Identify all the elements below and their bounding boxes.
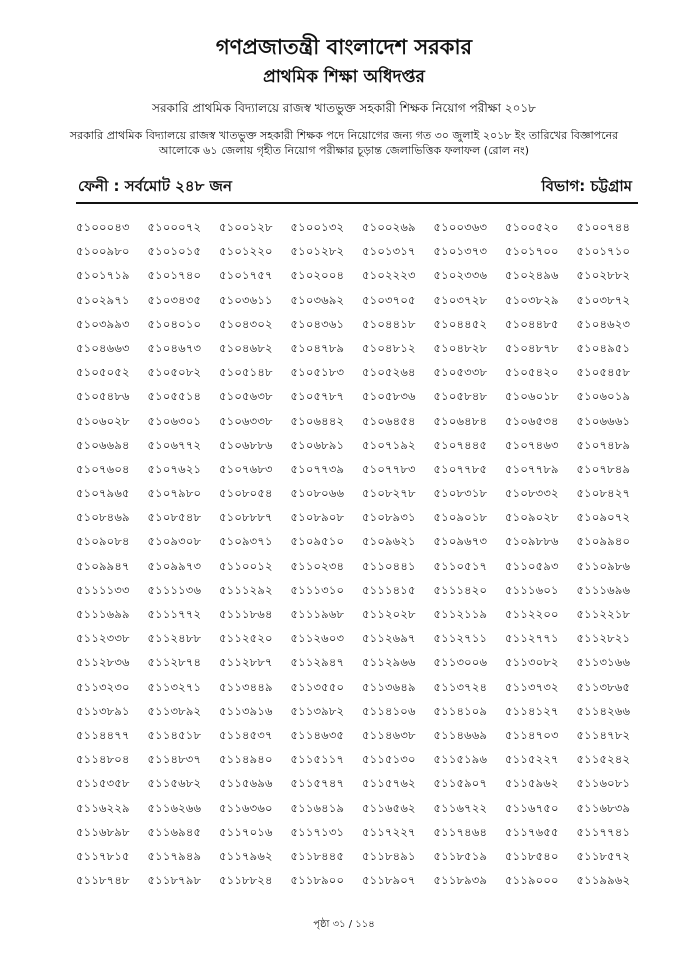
roll-number: ৫১১৩০০৬ [433,655,488,670]
roll-number: ৫১০৫৩৩৮ [433,365,488,380]
roll-number: ৫১০৪৮২৮ [433,340,488,355]
roll-number: ৫১১২৭১১ [433,631,488,646]
roll-number: ৫১১৩৪৪৯ [219,679,273,694]
roll-number: ৫১০০৩৬৩ [433,220,488,234]
roll-number: ৫১০৪৬৮২ [219,340,273,355]
roll-number: ৫১০১৭০০ [505,244,559,259]
roll-number: ৫১১৭২২৭ [362,824,416,839]
roll-number: ৫১০৬৬৬১ [576,413,631,428]
roll-number: ৫১১৬৮৩৯ [576,800,631,815]
roll-number: ৫১০৬৬৯৪ [76,437,130,452]
roll-number: ৫১১১৬৯৯ [76,607,130,621]
roll-number: ৫১০৯৩০৮ [147,534,202,549]
roll-number: ৫১০৬৪৪২ [290,413,345,428]
roll-number: ৫১০৭৯৮০ [147,486,202,501]
roll-number: ৫১০৭৭৮৩ [362,461,416,476]
roll-number: ৫১০৮৪৬৯ [76,510,130,525]
roll-number: ৫১০০১৩২ [290,220,345,234]
roll-number: ৫১১৫১৩০ [362,752,416,767]
roll-number: ৫১১৩০৮২ [505,655,559,670]
division-label: বিভাগ: চট্টগ্রাম [541,177,632,195]
roll-number: ৫১০৮২৭৮ [362,486,416,501]
roll-number: ৫১১২০২৮ [362,607,416,621]
roll-number: ৫১১৫৭৪৭ [290,776,345,791]
roll-number: ৫১০৭১৯২ [362,437,416,452]
result-notice [60,128,628,158]
roll-number: ৫১০৭৬২১ [147,461,202,476]
roll-number: ৫১১২৬৯৭ [362,631,416,646]
roll-number: ৫১০০৯৮০ [76,244,130,259]
roll-number: ৫১১৭৯৪৯ [147,848,202,863]
roll-number: ৫১১৬৭৫০ [505,800,559,815]
roll-number: ৫১১৬৪১৯ [290,800,345,815]
roll-number: ৫১১২৮৩৬ [76,655,130,670]
roll-number: ৫১১১১৩৩ [76,582,130,597]
roll-number: ৫১০৩৮৭২ [576,292,631,307]
roll-number: ৫১০২৩৩৬ [433,268,488,283]
roll-number: ৫১১১৪১৫ [362,582,416,597]
roll-number: ৫১১২৫২০ [219,631,273,646]
roll-number: ৫১১৬৫৬২ [362,800,416,815]
roll-number: ৫১১৩৯৮২ [290,703,345,718]
roll-number: ৫১১৮৪৪৫ [290,848,345,863]
roll-number: ৫১১৩৮৬৫ [576,679,631,694]
roll-number: ৫১০৪০১০ [147,316,202,331]
district-summary: ফেনী : সর্বমোট ২৪৮ জন [78,177,232,195]
roll-number: ৫১১৬৩৬০ [219,800,273,815]
roll-number: ৫১০৯৩৭১ [219,534,273,549]
roll-number: ৫১০৯০১৮ [433,510,488,525]
roll-number: ৫১১৫৬৯৬ [219,776,273,791]
roll-number: ৫১১৮৭৯৮ [147,873,202,888]
roll-number: ৫১১৯০০০ [505,873,559,888]
roll-number: ৫১০৪৭৮৯ [290,340,345,355]
roll-number: ৫১০০৫২০ [505,220,559,234]
roll-number: ৫১০৭৭৩৯ [290,461,345,476]
roll-number: ৫১১৩২৩০ [76,679,130,694]
roll-number: ৫১১৩৯১৬ [219,703,273,718]
roll-number: ৫১১৩৮৯১ [76,703,130,718]
roll-number: ৫১০৬০১৯ [576,389,631,404]
roll-number: ৫১১৪৭০৩ [505,727,559,742]
roll-number: ৫১১৮৮২৪ [219,873,273,888]
roll-number: ৫১০৬৪৮৪ [433,413,488,428]
roll-number: ৫১০১৩৭৩ [433,244,488,259]
page-number: পৃষ্ঠা ৩১ / ১১৪ [313,919,375,930]
roll-number: ৫১০৬৭৭২ [147,437,202,452]
roll-number: ৫১১৮৫১৯ [433,848,488,863]
roll-number: ৫১১১৪২০ [433,582,488,597]
roll-number: ৫১০৫১৪৮ [219,365,273,380]
roll-number: ৫১০৯৬৭৩ [433,534,488,549]
exam-title: সরকারি প্রাথমিক বিদ্যালয়ে রাজস্ব খাতভুক্ত সহকারী শিক্ষক নিয়োগ পরীক্ষা ২০১৮ [152,101,536,115]
roll-number: ৫১০৮৯৩১ [362,510,416,525]
roll-number: ৫১১৭৭৪১ [576,824,631,839]
roll-number: ৫১০৭৭৮৯ [505,461,559,476]
notice-line: সরকারি প্রাথমিক বিদ্যালয়ে রাজস্ব খাতভুক্ত সহকারী শিক্ষক পদে নিয়োগের জন্য গত ৩০ জুলাই ২০১৮ ইং তারিখের বিজ্ঞাপনের [69,129,619,142]
roll-number: ৫১০৪৮৭৮ [505,340,559,355]
roll-number: ৫১১১৬০১ [505,582,559,597]
roll-number: ৫১১২১১৯ [433,607,488,621]
roll-number: ৫১১২৮৭৪ [147,655,202,670]
roll-number: ৫১১৩৫৫০ [290,679,345,694]
roll-number: ৫১১০২৩৪ [290,558,345,573]
roll-number: ৫১০২৯৭১ [76,292,130,307]
roll-number: ৫১০১৭১৯ [76,268,130,283]
roll-number: ৫১০৮৩১৮ [433,486,488,501]
roll-number: ৫১০৮০৬৬ [290,486,345,501]
roll-number: ৫১১১৬৯৬ [576,582,631,597]
roll-number: ৫১০৬৮৮৬ [219,437,273,452]
roll-number-grid [76,215,648,892]
roll-number: ৫১০২২২৩ [362,268,416,283]
roll-number: ৫১১৮৪৯১ [362,848,416,863]
roll-number: ৫১০৭৪৪৫ [433,437,488,452]
roll-number: ৫১১৪৮৩৭ [147,752,202,767]
roll-number: ৫১১২৭৭১ [505,631,559,646]
roll-number: ৫১১৭৪৬৪ [433,824,488,839]
roll-number: ৫১১২২১৮ [576,607,631,621]
roll-number: ৫১০৬৪৫৪ [362,413,416,428]
roll-number: ৫১০৪৬৬৩ [76,340,130,355]
roll-number: ৫১০৪৬২৩ [576,316,631,331]
roll-number: ৫১১১৯৬৮ [290,607,345,621]
roll-number: ৫১১৩৭৩২ [505,679,559,694]
roll-number: ৫১০৯০৭২ [576,510,631,525]
roll-number: ৫১০০২৬৯ [362,220,416,234]
roll-number: ৫১০৭৪৮৯ [576,437,631,452]
roll-number: ৫১০২৮৮২ [576,268,631,283]
roll-number: ৫১০৯০৮৪ [76,534,130,549]
roll-number: ৫১১৫৩৫৮ [76,776,130,791]
roll-number: ৫১০১৭৫৭ [219,268,273,283]
roll-number: ৫১০৫৪২০ [505,365,559,380]
roll-number: ৫১১৬৯৪৫ [147,824,202,839]
roll-number: ৫১১৬৮৯৮ [76,824,130,839]
roll-number: ৫১০৯৯৪৭ [76,558,130,573]
roll-number: ৫১০০৭৪৪ [576,220,631,234]
roll-number: ৫১০৫৮৩৬ [362,389,416,404]
roll-number: ৫১০৬৫৩৪ [505,413,559,428]
roll-number: ৫১০৫১৮৩ [290,365,345,380]
roll-number: ৫১১২৩৩৮ [76,631,130,646]
roll-number: ৫১০৯৫১০ [290,534,345,549]
roll-number: ৫১১৬০৮১ [576,776,631,791]
roll-number: ৫১০৭৪৬৩ [505,437,559,452]
roll-number: ৫১১৫৬৮২ [147,776,202,791]
roll-number: ৫১০৯৮৮৬ [505,534,559,549]
roll-number: ৫১০১৭১০ [576,244,631,259]
roll-number: ৫১০০১২৮ [219,220,273,234]
roll-number: ৫১০৭৬০৪ [76,461,130,476]
roll-number: ৫১০৪৩০২ [219,316,273,331]
roll-number: ৫১০৮৮৮৭ [219,510,273,525]
roll-number: ৫১১২২০০ [505,607,559,621]
roll-number: ৫১১৬২২৯ [76,800,130,815]
roll-number: ৫১১৮৫৭২ [576,848,631,863]
header-divider [76,202,638,204]
roll-number: ৫১০৭৬৮৩ [219,461,273,476]
roll-number: ৫১১৫২৪২ [576,752,631,767]
roll-number: ৫১১০৪৪১ [362,558,416,573]
roll-number: ৫১০৯৯৪০ [576,534,631,549]
roll-number: ৫১১৪১২৭ [505,703,559,718]
roll-number: ৫১০৮৪২৭ [576,486,631,501]
roll-number: ৫১১১২৯২ [219,582,273,597]
roll-number: ৫১১৩৭২৪ [433,679,488,694]
roll-number: ৫১১৮৯০৭ [362,873,416,888]
roll-number: ৫১০০০৭২ [147,220,202,234]
roll-number: ৫১১৪১০৯ [433,703,488,718]
roll-number: ৫১০৩৮২৯ [505,292,559,307]
roll-number: ৫১১০৫১৭ [433,558,488,573]
roll-number: ৫১১২৪৮৮ [147,631,202,646]
roll-number: ৫১১৮৫৪০ [505,848,559,863]
roll-number: ৫১১৫২২৭ [505,752,559,767]
roll-number: ৫১০৯৬২১ [362,534,416,549]
roll-number: ৫১১৪৪৭৭ [76,727,130,742]
roll-number: ৫১০৩৭০৫ [362,292,416,307]
roll-number: ৫১১৬৭২২ [433,800,488,815]
roll-number: ৫১০৩৭২৮ [433,292,488,307]
roll-number: ৫১১১১৩৬ [147,582,202,597]
roll-number: ৫১১৬২৬৬ [147,800,202,815]
roll-number: ৫১০৫২৬৪ [362,365,416,380]
roll-number: ৫১০৭৮৪৯ [576,461,631,476]
roll-number: ৫১০৫০৫২ [76,365,130,380]
roll-number: ৫১১০৯৮৬ [576,558,631,573]
roll-number: ৫১০৪৯৫১ [576,340,631,355]
roll-number: ৫১১৯৯৬২ [576,873,631,888]
roll-number: ৫১০৬৩৩৮ [219,413,273,428]
roll-number: ৫১০৬৩০১ [147,413,202,428]
roll-number: ৫১০২০০৪ [290,268,345,283]
roll-number: ৫১০৩৯৯৩ [76,316,130,331]
roll-number: ৫১১৮৯৩৯ [433,873,488,888]
page-title: গণপ্রজাতন্ত্রী বাংলাদেশ সরকার [215,35,473,59]
roll-number: ৫১১৫৯০৭ [433,776,488,791]
roll-number: ৫১০১০১৫ [147,244,202,259]
roll-number: ৫১০৩৬১১ [219,292,273,307]
roll-number: ৫১১১৭৭২ [147,607,202,621]
roll-number: ৫১১১৮৬৪ [219,607,273,621]
roll-number: ৫১০২৪৯৬ [505,268,559,283]
roll-number: ৫১০৫৪৮৬ [76,389,130,404]
roll-number: ৫১১৭৬৫৫ [505,824,559,839]
roll-number: ৫১১৪৭৮২ [576,727,631,742]
roll-number: ৫১১৮৭৪৮ [76,873,130,888]
roll-number: ৫১১৭৮১৫ [76,848,130,863]
roll-number: ৫১০৬০২৮ [76,413,130,428]
roll-number: ৫১১২৬০৩ [290,631,345,646]
roll-number: ৫১১৪৫১৮ [147,727,202,742]
roll-number: ৫১১০৫৯৩ [505,558,559,573]
roll-number: ৫১১৪৮০৪ [76,752,130,767]
roll-number: ৫১০১৭৪০ [147,268,202,283]
roll-number: ৫১১২৯৬৬ [362,655,416,670]
roll-number: ৫১০৬০১৮ [505,389,559,404]
roll-number: ৫১১৩৮৯২ [147,703,202,718]
roll-number: ৫১০৪৪৮৫ [505,316,559,331]
roll-number: ৫১০৪৬৭৩ [147,340,202,355]
roll-number: ৫১১২৮৮৭ [219,655,273,670]
roll-number: ৫১০৫৫১৪ [147,389,202,404]
roll-number: ৫১০৭৭৮৫ [433,461,488,476]
roll-number: ৫১১৫৭৬২ [362,776,416,791]
roll-number: ৫১০৮৩৩২ [505,486,559,501]
roll-number: ৫১০৮৫৪৮ [147,510,202,525]
roll-number: ৫১১৭০১৬ [219,824,273,839]
roll-number: ৫১০৫৭৮৭ [290,389,345,404]
roll-number: ৫১১৫১১৭ [290,752,345,767]
roll-number: ৫১১৪১০৬ [362,703,416,718]
roll-number: ৫১০৪৪৫২ [433,316,488,331]
roll-number: ৫১১৪২৬৬ [576,703,631,718]
notice-line: আলোকে ৬১ জেলায় গৃহীত নিয়োগ পরীক্ষার চূড়ান্ত জেলাভিত্তিক ফলাফল (রোল নং) [158,144,530,157]
roll-number: ৫১১৫১৯৬ [433,752,488,767]
roll-number: ৫১০১৩১৭ [362,244,416,259]
roll-number: ৫১০৩৬৯২ [290,292,345,307]
roll-number: ৫১১২৯৪৭ [290,655,345,670]
roll-number: ৫১১৭১৩১ [290,824,345,839]
roll-number: ৫১১৪৫৩৭ [219,727,273,742]
roll-number: ৫১১৩২৭১ [147,679,202,694]
roll-number: ৫১০৭৯৬৫ [76,486,130,501]
roll-number: ৫১১৩৬৪৯ [362,679,416,694]
roll-number: ৫১১৫৯৬২ [505,776,559,791]
roll-number: ৫১০০০৪৩ [76,220,130,234]
roll-number: ৫১১১৩১০ [290,582,345,597]
roll-number: ৫১০১২৮২ [290,244,345,259]
roll-number: ৫১০৪৪১৮ [362,316,416,331]
roll-number: ৫১০৫৪৫৮ [576,365,631,380]
roll-number: ৫১০১২২০ [219,244,273,259]
roll-number: ৫১১৪৬৩৫ [290,727,345,742]
roll-number: ৫১১৭৯৬২ [219,848,273,863]
roll-number: ৫১১০০১২ [219,558,273,573]
roll-number: ৫১১২৮২১ [576,631,631,646]
roll-number: ৫১০৮৯০৮ [290,510,345,525]
roll-number: ৫১০৪৩৬১ [290,316,345,331]
roll-number: ৫১০৯৯৭৩ [147,558,202,573]
roll-number: ৫১০৫০৮২ [147,365,202,380]
roll-number: ৫১১৪৯৪০ [219,752,273,767]
roll-number: ৫১১৩১৬৬ [576,655,631,670]
roll-number: ৫১০৮০৫৪ [219,486,273,501]
roll-number: ৫১১৪৬৬৯ [433,727,488,742]
roll-number: ৫১০৫৮৪৮ [433,389,488,404]
roll-number: ৫১০৯০২৮ [505,510,559,525]
roll-number: ৫১১৮৯০০ [290,873,345,888]
roll-number: ৫১০৫৬৩৮ [219,389,273,404]
roll-number: ৫১১৪৬৩৮ [362,727,416,742]
roll-number: ৫১০৬৮৯১ [290,437,345,452]
roll-number: ৫১০৩৪৩৫ [147,292,202,307]
roll-number: ৫১০৪৮১২ [362,340,416,355]
department-name: প্রাথমিক শিক্ষা অধিদপ্তর [263,67,425,87]
